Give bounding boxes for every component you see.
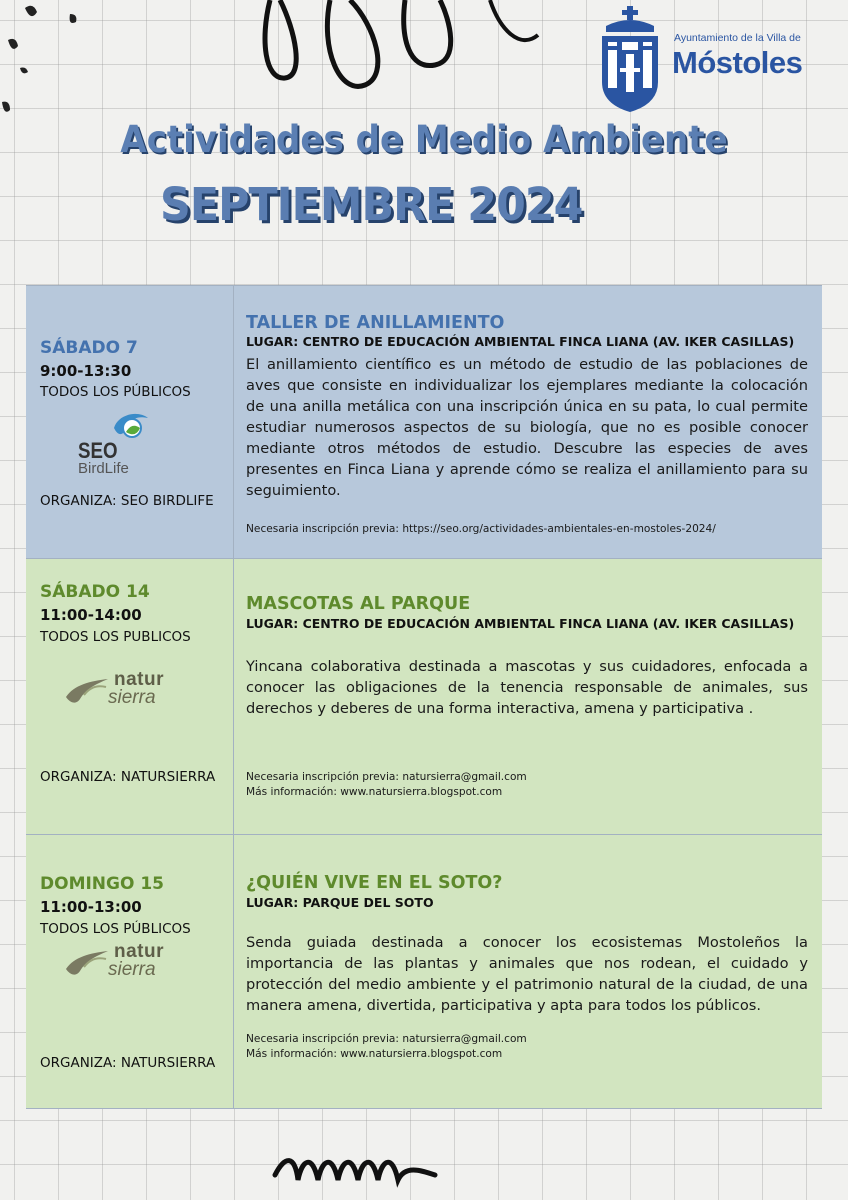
events-table (26, 285, 822, 1109)
page-subtitle: SEPTIEMBRE 2024 (160, 178, 583, 231)
event-organizer: ORGANIZA: SEO BIRDLIFE (40, 493, 214, 509)
natursierra-logo-line1: natur (114, 669, 164, 690)
event-time: 11:00-13:00 (40, 898, 142, 916)
doodle-top-loops (250, 0, 550, 100)
logo-name: Móstoles (672, 45, 803, 80)
event-detail-column (234, 286, 822, 558)
event-row (26, 559, 822, 835)
page-title: Actividades de Medio Ambiente (120, 118, 728, 161)
event-info-column (26, 559, 234, 834)
event-time: 9:00-13:30 (40, 362, 132, 380)
event-organizer: ORGANIZA: NATURSIERRA (40, 769, 216, 785)
event-detail-column (234, 559, 822, 834)
event-info-note: Más información: www.natursierra.blogspot.com (246, 1048, 503, 1060)
natursierra-logo-line1: natur (114, 941, 164, 962)
event-audience: TODOS LOS PUBLICOS (40, 629, 191, 645)
natursierra-logo (64, 943, 194, 983)
event-audience: TODOS LOS PÚBLICOS (40, 384, 191, 400)
event-title: MASCOTAS AL PARQUE (246, 594, 471, 614)
event-info-note: Más información: www.natursierra.blogspot.com (246, 786, 503, 798)
event-row (26, 285, 822, 559)
event-audience: TODOS LOS PÚBLICOS (40, 921, 191, 937)
natursierra-logo-line2: sierra (108, 959, 156, 980)
event-info-column (26, 835, 234, 1108)
event-registration-note: Necesaria inscripción previa: https://seo.org/actividades-ambientales-en-mostoles-2024/ (246, 523, 716, 535)
natursierra-swoosh-icon (64, 947, 110, 977)
event-description: Senda guiada destinada a conocer los ecosistemas Mostoleños la importancia de las plantas y animales que nos rodean, el cuidado y protección del medio ambiente y el patrimonio natural de la ciudad, de una manera amena, divertida, participativa y apta para todos los públicos. (246, 934, 808, 1014)
event-registration-note: Necesaria inscripción previa: natursierra@gmail.com (246, 1033, 527, 1045)
event-day: SÁBADO 7 (40, 338, 138, 358)
seo-logo-line2: BirdLife (78, 460, 129, 477)
doodle-top-left-dots (0, 0, 80, 130)
natursierra-logo (64, 671, 194, 711)
seo-logo-line1: SEO (78, 438, 118, 463)
event-title: TALLER DE ANILLAMIENTO (246, 313, 505, 333)
event-title: ¿QUIÉN VIVE EN EL SOTO? (246, 873, 503, 893)
event-day: DOMINGO 15 (40, 874, 165, 894)
natursierra-swoosh-icon (64, 675, 110, 705)
event-detail-column (234, 835, 822, 1108)
natursierra-logo-line2: sierra (108, 687, 156, 708)
event-row (26, 835, 822, 1109)
event-day: SÁBADO 14 (40, 582, 150, 602)
mostoles-logo (598, 6, 830, 116)
logo-caption: Ayuntamiento de la Villa de (674, 32, 801, 44)
event-description: El anillamiento científico es un método de estudio de las poblaciones de aves que consiste en individualizar los ejemplares mediante la colocación de una anilla metálica con una inscripción única en su pata, lo cual permite estudiar numerosos aspectos de su biología, que no es posible conocer mediante otros métodos de estudio. Descubre las especies de aves presentes en Finca Liana y aprende cómo se realiza el anillamiento para su seguimiento. (246, 356, 808, 499)
event-place: LUGAR: PARQUE DEL SOTO (246, 895, 434, 910)
event-place: LUGAR: CENTRO DE EDUCACIÓN AMBIENTAL FINCA LIANA (AV. IKER CASILLAS) (246, 616, 795, 631)
event-place: LUGAR: CENTRO DE EDUCACIÓN AMBIENTAL FINCA LIANA (AV. IKER CASILLAS) (246, 334, 795, 349)
crest-icon (598, 6, 662, 114)
event-organizer: ORGANIZA: NATURSIERRA (40, 1055, 216, 1071)
seo-birdlife-logo (78, 410, 188, 480)
event-description: Yincana colaborativa destinada a mascotas y sus cuidadores, enfocada a conocer las obligaciones de la tenencia responsable de animales, sus derechos y deberes de una forma interactiva, amena y participativa . (246, 658, 808, 717)
event-registration-note: Necesaria inscripción previa: natursierra@gmail.com (246, 771, 527, 783)
event-time: 11:00-14:00 (40, 606, 142, 624)
doodle-bottom-scribble (270, 1145, 440, 1200)
event-info-column (26, 286, 234, 558)
